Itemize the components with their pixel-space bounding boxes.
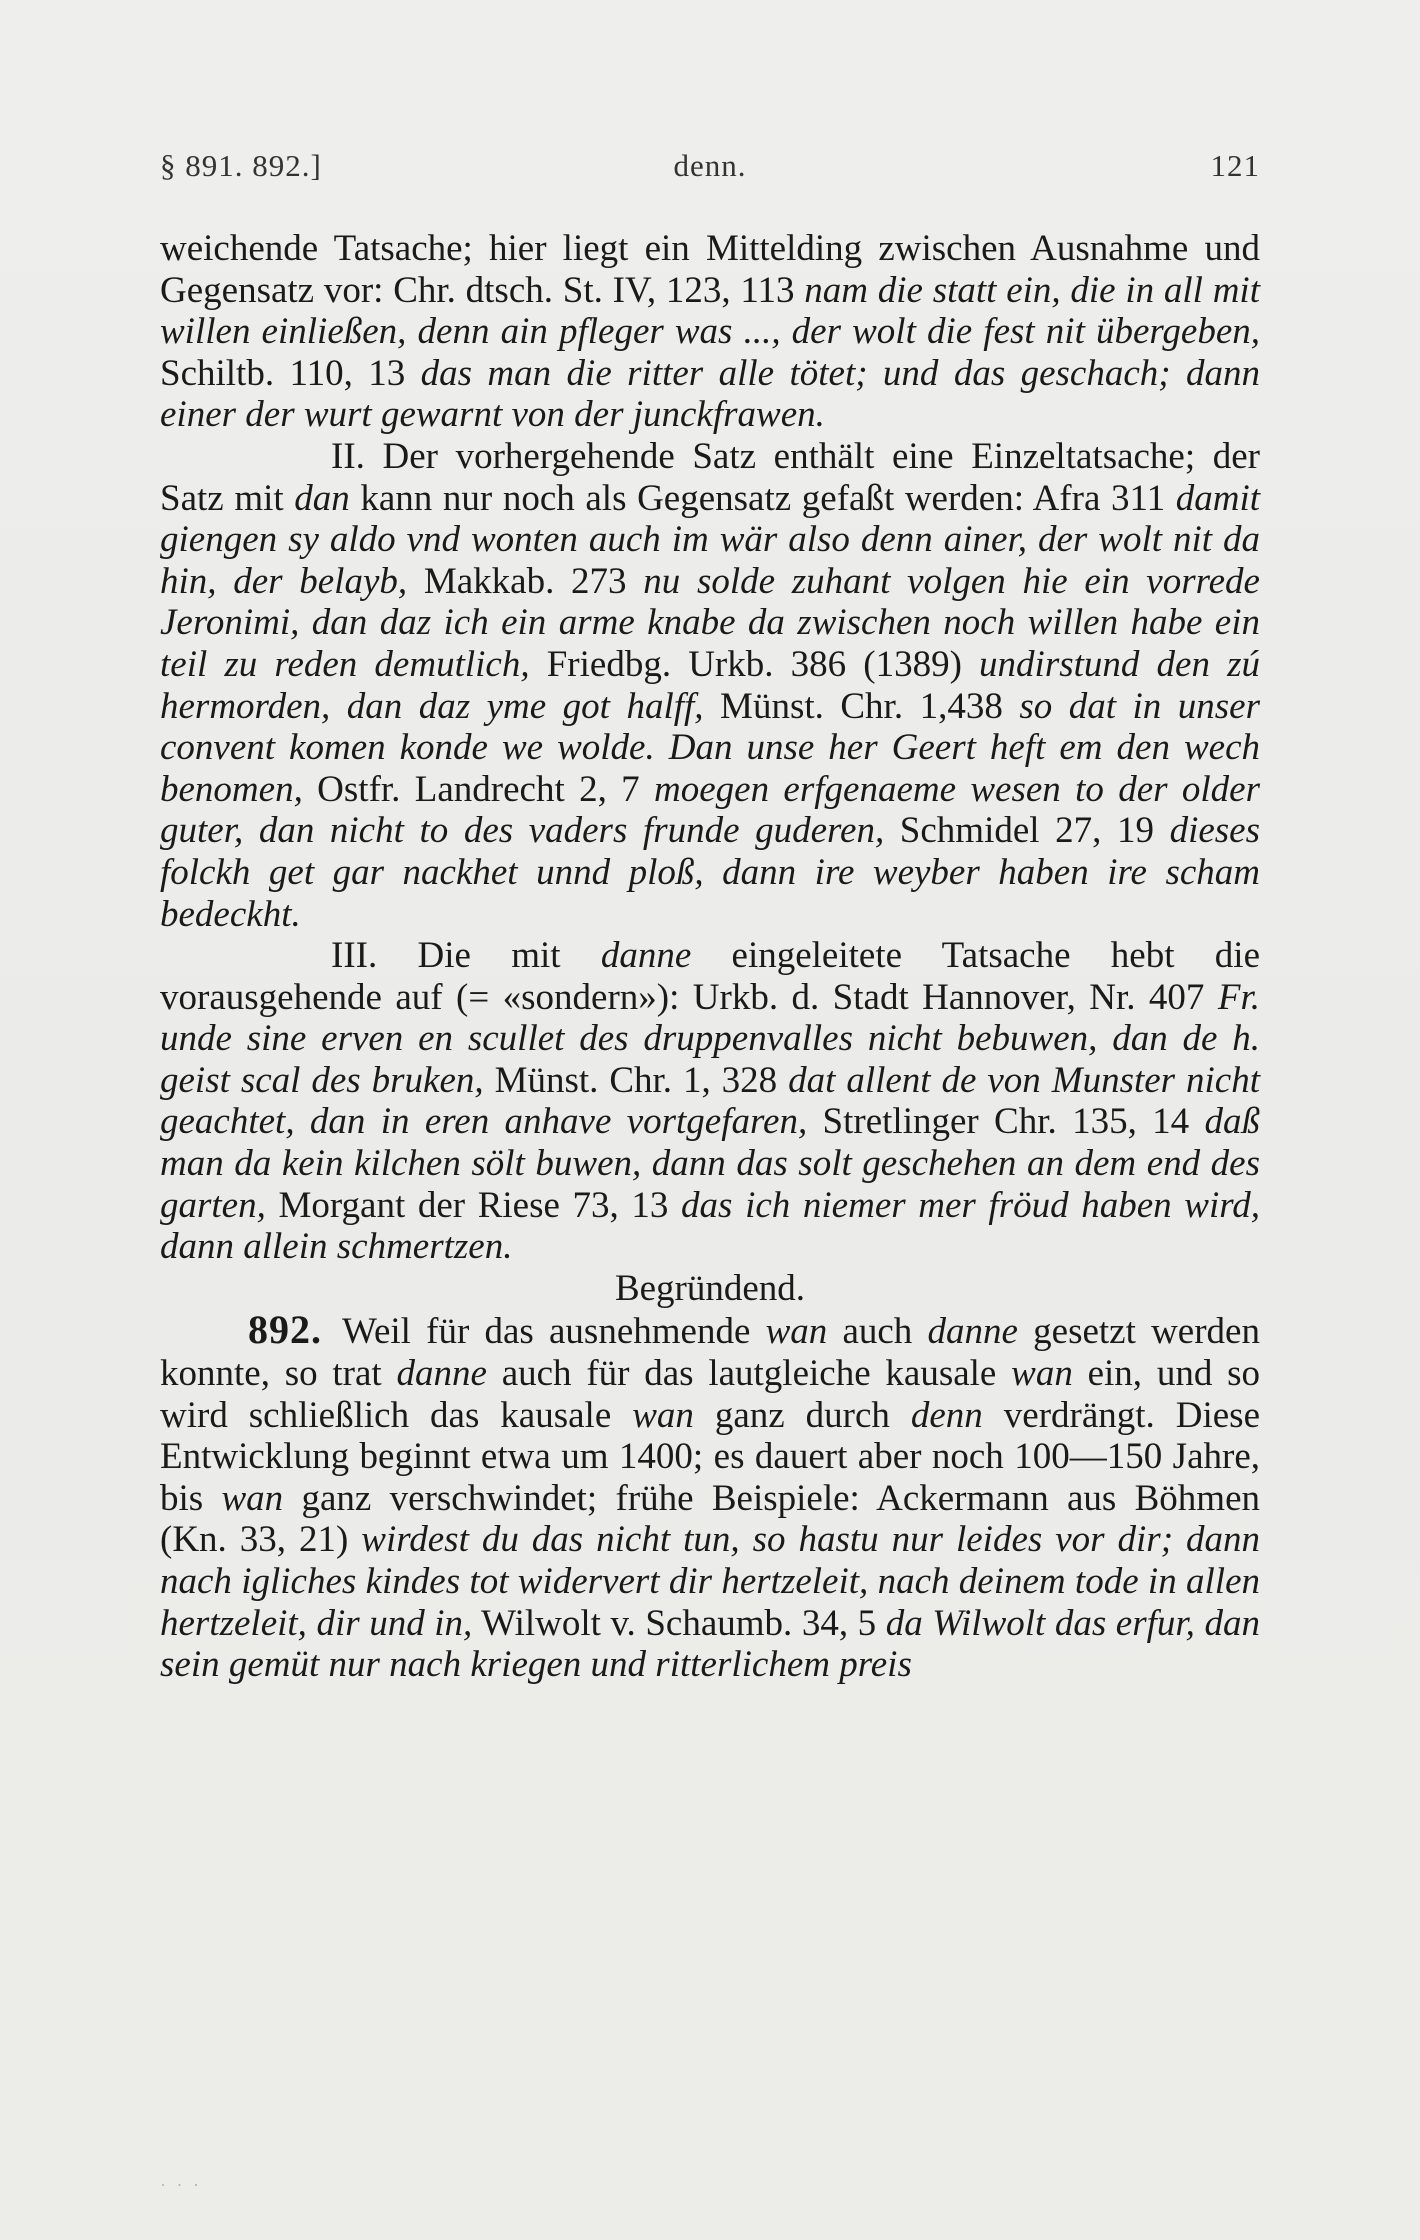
p2-quote-7: undirstund den zú hermorden, dan daz yme got halff,	[160, 643, 1260, 727]
p3-text-6: Stretlinger Chr. 135, 14	[807, 1101, 1205, 1143]
section-quote-5: danne	[396, 1353, 487, 1395]
subheading: Begründend.	[614, 1267, 806, 1309]
header-title: denn.	[673, 148, 747, 183]
p2-text-10: Ostfr. Landrecht 2, 7	[302, 768, 655, 810]
section-quote-15: wirdest du das nicht tun, so hastu nur leides vor dir; dann nach igliches kindes tot widervert dir hertzeleit, nach deinem tode in allen hertzeleit, dir und in,	[160, 1519, 1260, 1644]
p2-text-2: kann nur noch als Gegensatz gefaßt werden: Afra 311	[349, 477, 1176, 519]
section-quote-13: wan	[221, 1477, 284, 1519]
p2-quote-9: so dat in unser convent komen konde we wolde. Dan unse her Geert heft em den wech benomen,	[160, 685, 1260, 810]
footer-marks: · · ·	[160, 2175, 202, 2195]
p3-text-8: Morgant der Riese 73, 13	[265, 1184, 682, 1226]
running-header	[160, 148, 1260, 188]
p2-quote-3: damit giengen sy aldo vnd wonten auch im wär also denn ainer, der wolt nit da hin, der belayb,	[160, 477, 1260, 602]
section-text-8: ein, und so wird schließlich das kausale	[160, 1353, 1260, 1436]
paragraph-3	[160, 935, 1260, 1268]
p3-quote-1: danne	[600, 935, 692, 977]
body-text	[160, 228, 1260, 1686]
section-text-16: Wilwolt v. Schaumb. 34, 5	[472, 1602, 886, 1644]
p3-quote-3: Fr. unde sine erven en scullet des druppenvalles nicht bebuwen, dan de h. geist scal des bruken,	[160, 976, 1260, 1101]
p3-quote-5: dat allent de von Munster nicht geachtet, dan in eren anhave vortgefaren,	[160, 1059, 1260, 1143]
section-text-12: verdrängt. Diese Entwicklung beginnt etwa um 1400; es dauert aber noch 100—150 Jahre, bis	[160, 1394, 1260, 1519]
section-quote-11: denn	[910, 1394, 983, 1436]
p1-quote-3: das man die ritter alle tötet; und das geschach; dann einer der wurt gewarnt von der junckfrawen.	[160, 352, 1260, 436]
p2-text-4: Makkab. 273	[407, 560, 644, 602]
p1-quote-1: nam die statt ein, die in all mit willen einließen, denn ain pfleger was ..., der wolt die fest nit übergeben,	[160, 269, 1260, 353]
p1-text-2: Schiltb. 110, 13	[160, 352, 421, 394]
p2-text-6: Friedbg. Urkb. 386 (1389)	[529, 643, 980, 685]
paragraph-2	[160, 436, 1260, 935]
section-quote-1: wan	[765, 1311, 828, 1353]
section-quote-9: wan	[632, 1394, 694, 1436]
p3-text-4: Münst. Chr. 1, 328	[483, 1059, 789, 1101]
p3-quote-7: daß man da kein kilchen sölt buwen, dann das solt geschehen an dem end des garten,	[160, 1101, 1260, 1226]
section-text-10: ganz durch	[693, 1394, 911, 1436]
section-text-6: auch für das lautgleiche kausale	[486, 1353, 1012, 1395]
p1-text-0: weichende Tatsache; hier liegt ein Mittelding zwischen Ausnahme und Gegensatz vor: Chr. dtsch. St. IV, 123, 113	[160, 228, 1260, 311]
page-number: 121	[1210, 148, 1260, 183]
p2-text-0: II. Der vorhergehende Satz enthält eine Einzeltatsache; der Satz mit	[160, 435, 1260, 519]
section-892	[160, 1309, 1260, 1685]
section-text-14: ganz verschwindet; frühe Beispiele: Ackermann aus Böhmen (Kn. 33, 21)	[160, 1477, 1261, 1561]
section-quote-7: wan	[1011, 1353, 1073, 1395]
section-number: 892.	[248, 1307, 322, 1353]
section-body	[160, 1311, 1260, 1685]
section-quote-3: danne	[927, 1311, 1018, 1353]
section-text-2: auch	[827, 1311, 928, 1353]
p2-quote-1: dan	[294, 477, 350, 519]
paragraph-1	[160, 228, 1260, 436]
p3-text-0: III. Die mit	[331, 935, 601, 977]
p2-quote-11: moegen erfgenaeme wesen to der older guter, dan nicht to des vaders frunde guderen,	[160, 768, 1260, 852]
p2-text-12: Schmidel 27, 19	[884, 810, 1170, 852]
header-section-ref: § 891. 892.]	[160, 148, 322, 183]
section-text-4: gesetzt werden konnte, so trat	[160, 1311, 1260, 1395]
p2-text-8: Münst. Chr. 1,438	[703, 685, 1020, 727]
section-quote-17: da Wilwolt das erfur, dan sein gemüt nur nach kriegen und ritterlichem preis	[160, 1602, 1260, 1686]
p3-quote-9: das ich niemer mer fröud haben wird, dann allein schmertzen.	[160, 1184, 1260, 1268]
p2-quote-5: nu solde zuhant volgen hie ein vorrede Jeronimi, dan daz ich ein arme knabe da zwischen noch willen habe ein teil zu reden demutlich,	[160, 560, 1260, 685]
p2-quote-13: dieses folckh get gar nackhet unnd ploß, dann ire weyber haben ire scham bedeckht.	[160, 810, 1260, 935]
section-text-0: Weil für das ausnehmende	[342, 1311, 766, 1353]
p3-text-2: eingeleitete Tatsache hebt die vorausgehende auf (= «sondern»): Urkb. d. Stadt Hannover, Nr. 407	[160, 935, 1260, 1018]
